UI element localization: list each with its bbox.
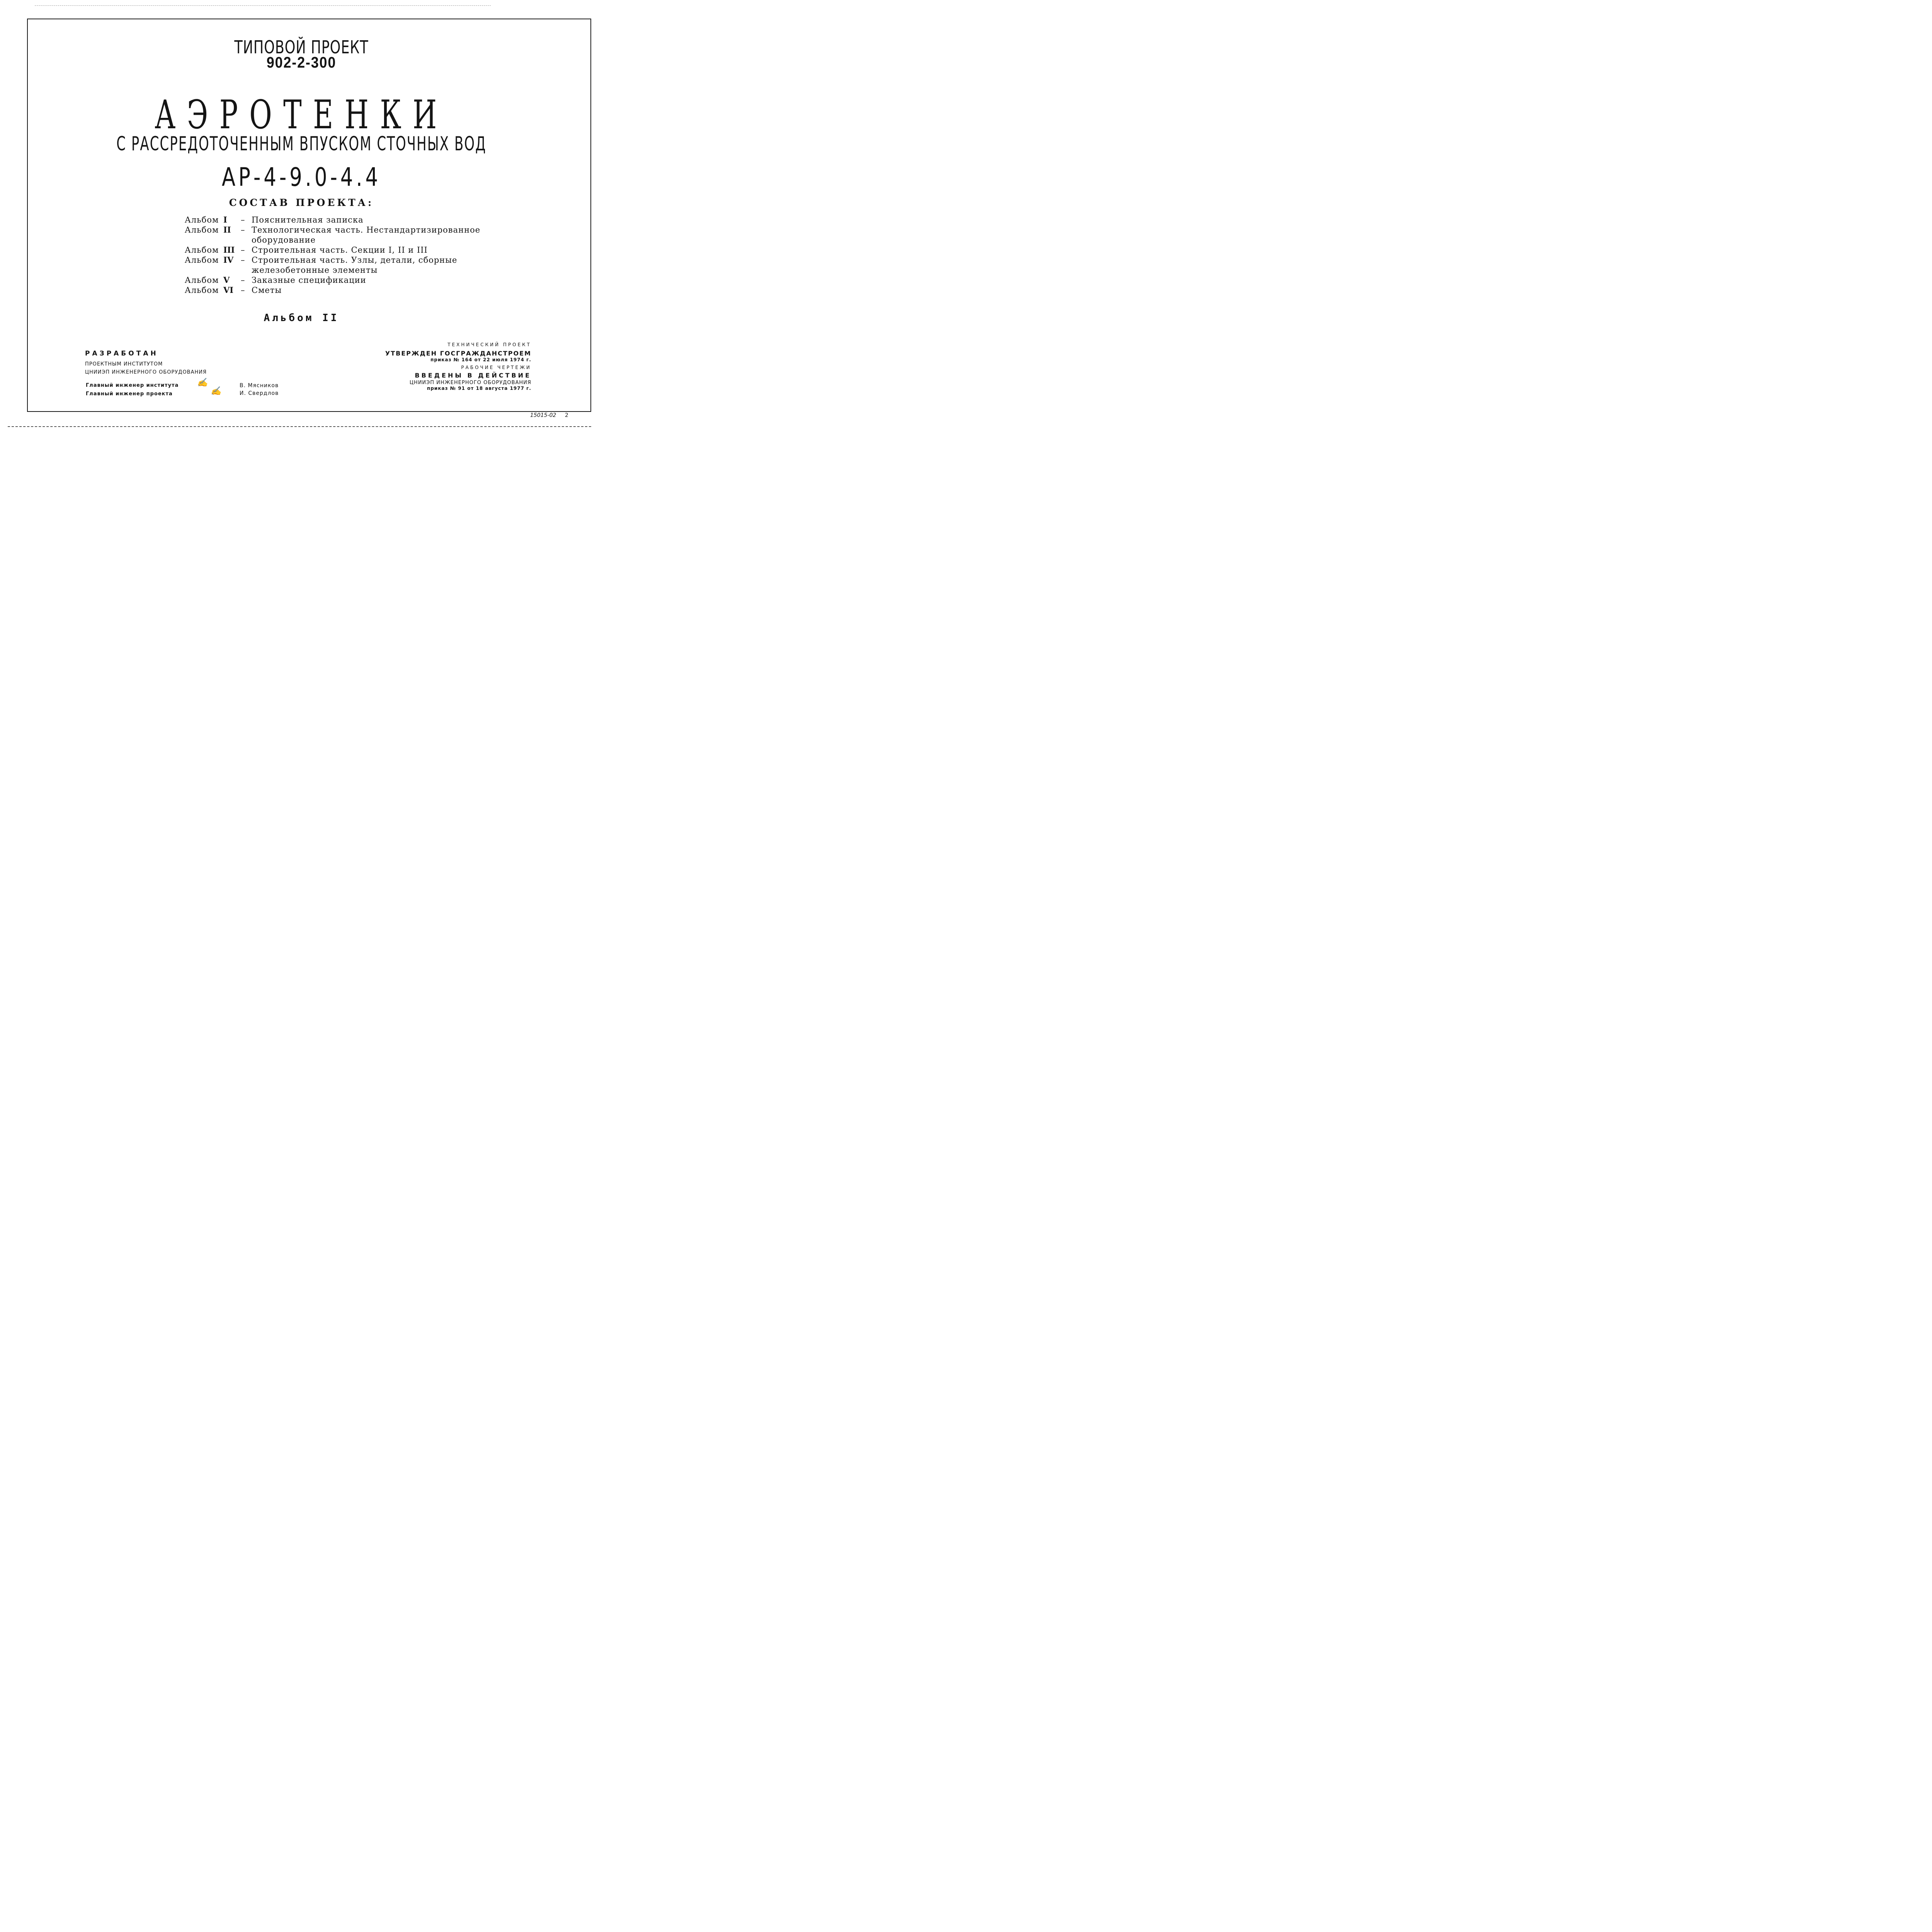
signature-mark: ✍	[211, 386, 221, 396]
current-album: Альбом II	[264, 312, 339, 324]
signer-role: Главный инженер проекта	[86, 391, 173, 397]
album-number: V	[223, 275, 230, 285]
dash: –	[241, 255, 245, 265]
signer-role: Главный инженер института	[86, 383, 179, 388]
main-title: АЭРОТЕНКИ	[155, 92, 448, 138]
album-number: I	[223, 215, 227, 224]
album-row	[185, 215, 480, 225]
album-row	[185, 255, 480, 275]
top-dashed-line	[35, 5, 491, 6]
dash: –	[241, 215, 245, 224]
dash: –	[241, 245, 245, 255]
album-description: Сметы	[252, 286, 282, 295]
album-number: VI	[223, 285, 234, 295]
developed-heading: РАЗРАБОТАН	[85, 350, 158, 357]
album-number: II	[223, 225, 231, 235]
album-description: Заказные спецификации	[252, 276, 366, 285]
album-label: Альбом	[185, 286, 219, 295]
institute-name: ЦНИИЭП ИНЖЕНЕРНОГО ОБОРУДОВАНИЯ	[85, 369, 207, 375]
album-description: Строительная часть. Секции I, II и III	[252, 245, 428, 255]
developer-block	[85, 350, 207, 375]
tank-code: АР-4-9.0-4.4	[221, 162, 381, 192]
approved-by: УТВЕРЖДЕН ГОСГРАЖДАНСТРОЕМ	[385, 350, 531, 357]
enacted-label: ВВЕДЕНЫ В ДЕЙСТВИЕ	[415, 372, 531, 379]
signature-mark: ✍	[197, 378, 208, 388]
signer-name: И. Свердлов	[240, 390, 279, 396]
signer-name: В. Мясников	[240, 383, 279, 389]
dash: –	[241, 276, 245, 285]
dash: –	[241, 225, 245, 235]
album-number: III	[223, 245, 235, 255]
contents-heading: СОСТАВ ПРОЕКТА:	[229, 197, 374, 208]
album-row	[185, 245, 480, 255]
album-description: Пояснительная записка	[252, 215, 364, 224]
project-type: ТИПОВОЙ ПРОЕКТ	[234, 37, 369, 58]
album-description: Технологическая часть. Нестандартизированное оборудование	[252, 225, 481, 245]
enactment-order: приказ № 91 от 18 августа 1977 г.	[427, 386, 531, 391]
album-row	[185, 285, 480, 295]
tech-project-label: ТЕХНИЧЕСКИЙ ПРОЕКТ	[447, 342, 531, 347]
album-label: Альбом	[185, 255, 219, 265]
stamp-code: 15015-02	[530, 412, 556, 418]
dash: –	[241, 286, 245, 295]
album-row	[185, 225, 480, 245]
approval-block	[385, 342, 531, 391]
album-label: Альбом	[185, 225, 219, 235]
subtitle: С РАССРЕДОТОЧЕННЫМ ВПУСКОМ СТОЧНЫХ ВОД	[116, 133, 486, 155]
bottom-dashed-line	[8, 426, 591, 427]
institute-line: ПРОЕКТНЫМ ИНСТИТУТОМ	[85, 361, 163, 367]
album-label: Альбом	[185, 215, 219, 224]
album-label: Альбом	[185, 245, 219, 255]
album-label: Альбом	[185, 276, 219, 285]
approval-order: приказ № 164 от 22 июля 1974 г.	[430, 357, 531, 362]
album-description: Строительная часть. Узлы, детали, сборные железобетонные элементы	[252, 255, 457, 275]
enacted-by: ЦНИИЭП ИНЖЕНЕРНОГО ОБОРУДОВАНИЯ	[409, 380, 531, 386]
album-row	[185, 275, 480, 285]
album-number: IV	[223, 255, 234, 265]
albums-list	[185, 215, 480, 295]
working-drawings-label: РАБОЧИЕ ЧЕРТЕЖИ	[461, 365, 531, 370]
project-number: 902-2-300	[266, 54, 337, 71]
stamp-page: 2	[565, 412, 568, 418]
